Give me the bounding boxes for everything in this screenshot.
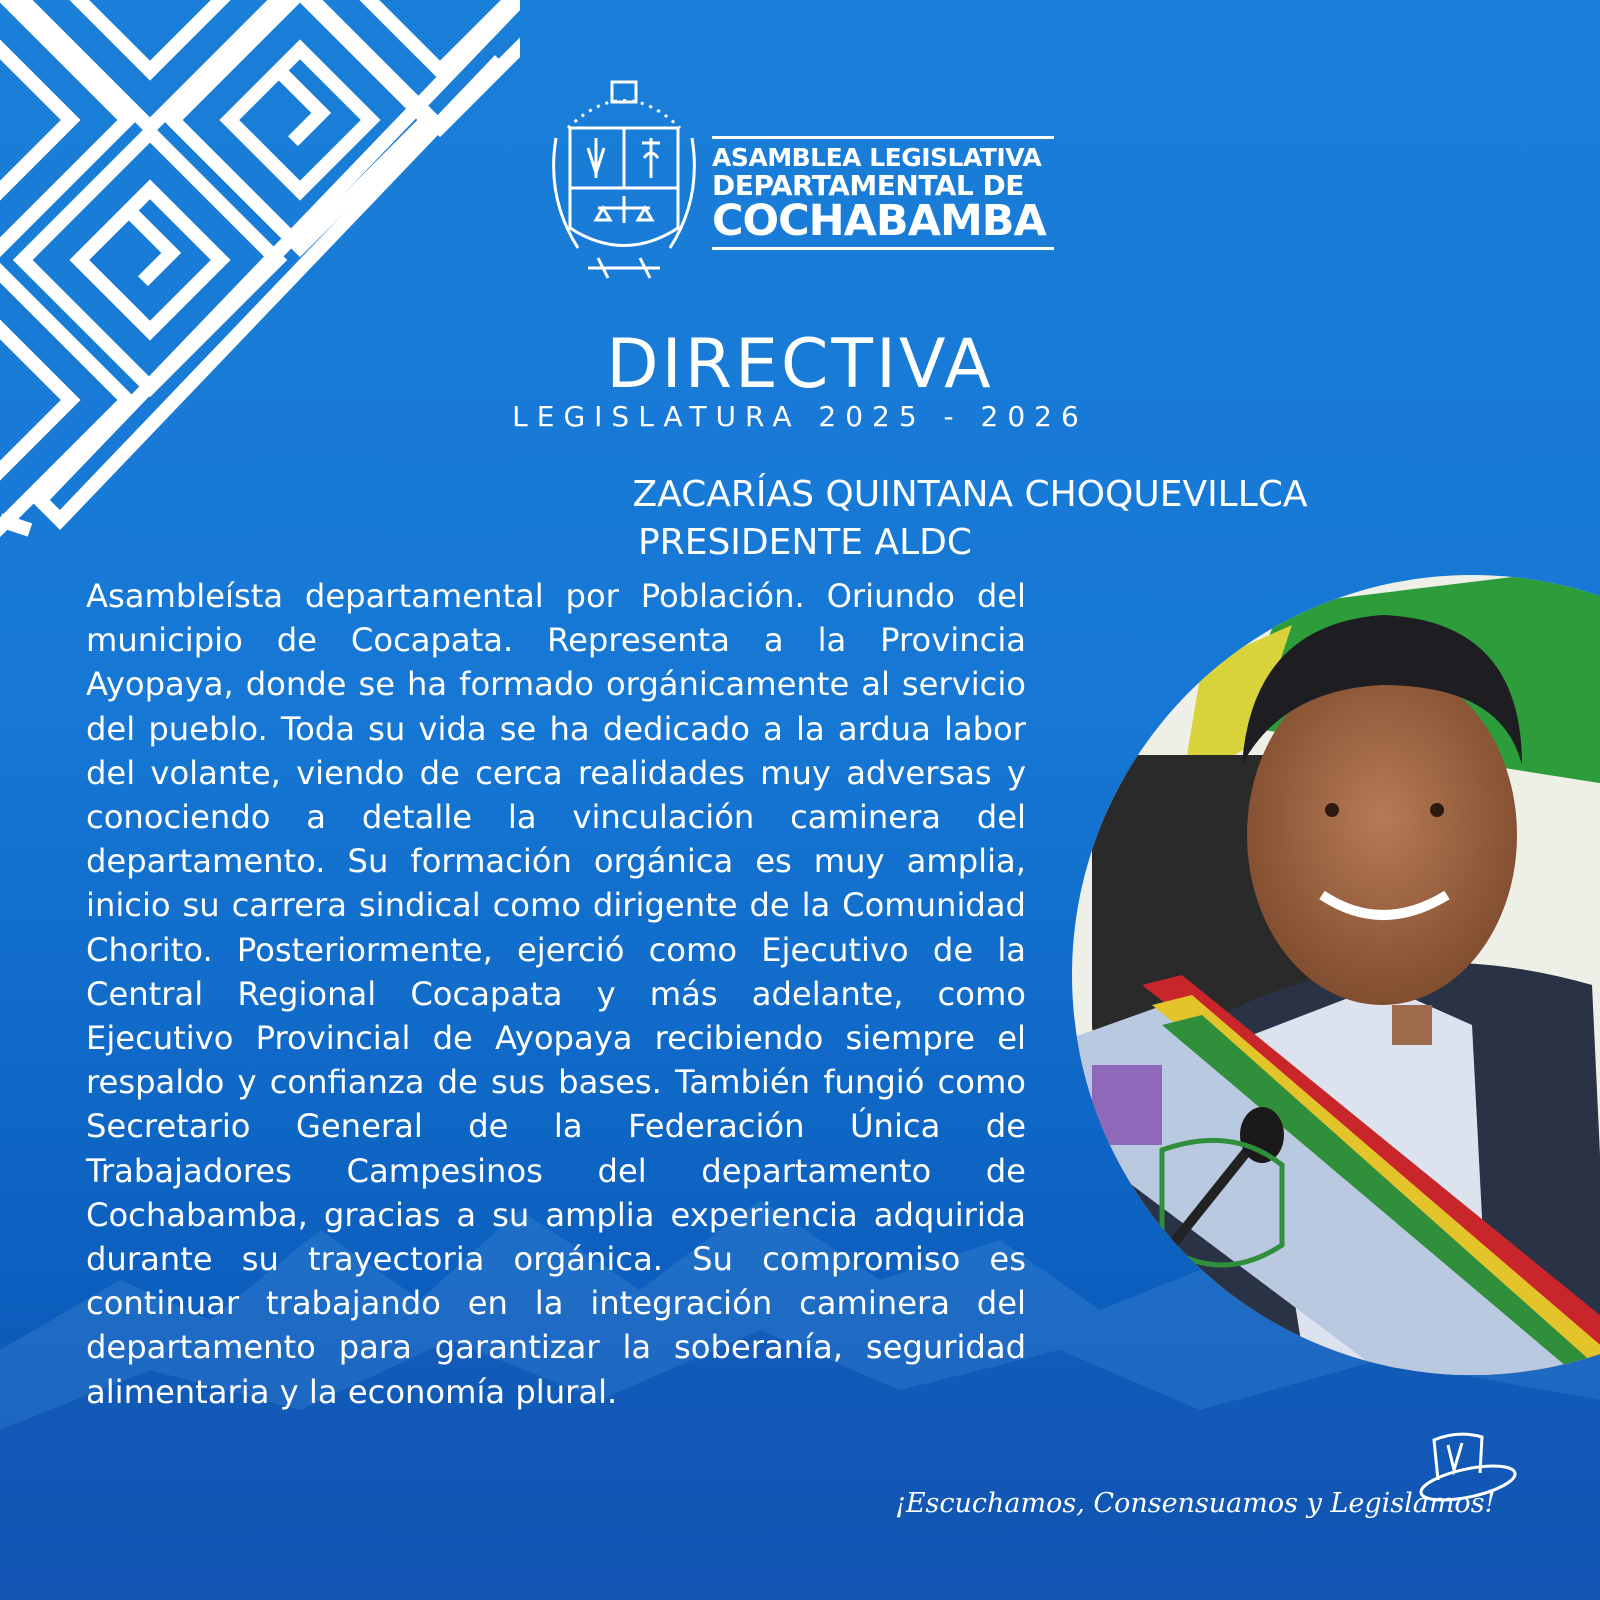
decorative-pattern xyxy=(0,0,520,540)
person-name: ZACARÍAS QUINTANA CHOQUEVILLCA xyxy=(632,474,1308,515)
organization-line-1: ASAMBLEA LEGISLATIVA xyxy=(712,136,1054,170)
organization-line-2: DEPARTAMENTAL DE xyxy=(712,169,1024,202)
organization-line-3: COCHABAMBA xyxy=(712,200,1054,250)
page-subtitle: LEGISLATURA 2025 - 2026 xyxy=(512,400,1088,433)
person-bio: Asambleísta departamental por Población. Oriundo del municipio de Cocapata. Representa a la Provincia Ayopaya, donde se ha formado orgánicamente al servicio del pueblo. Toda su vida se ha dedicado a la ardua labor del volante, viendo de cerca realidades muy adversas y conociendo a detalle la vinculación caminera del departamento. Su formación orgánica es muy amplia, inicio su carrera sindical como dirigente de la Comunidad Chorito. Posteriormente, ejerció como Ejecutivo de la Central Regional Cocapata y más adelante, como Ejecutivo Provincial de Ayopaya recibiendo siempre el respaldo y confianza de sus bases. También fungió como Secretario General de la Federación Única de Trabajadores Campesinos del departamento de Cochabamba, gracias a su amplia experiencia adquirida durante su trayectoria orgánica. Su compromiso es continuar trabajando en la integración caminera del departamento para garantizar la soberanía, seguridad alimentaria y la economía plural. xyxy=(86,577,1026,1411)
portrait-photo xyxy=(1052,565,1600,1410)
page-title: DIRECTIVA xyxy=(606,325,994,404)
slogan: ¡Escuchamos, Consensuamos y Legislamos! xyxy=(895,1488,1496,1519)
organization-name xyxy=(712,136,1054,250)
person-role: PRESIDENTE ALDC xyxy=(637,522,973,563)
hat-logo-icon xyxy=(1408,1425,1520,1505)
coat-of-arms-icon xyxy=(548,78,700,288)
